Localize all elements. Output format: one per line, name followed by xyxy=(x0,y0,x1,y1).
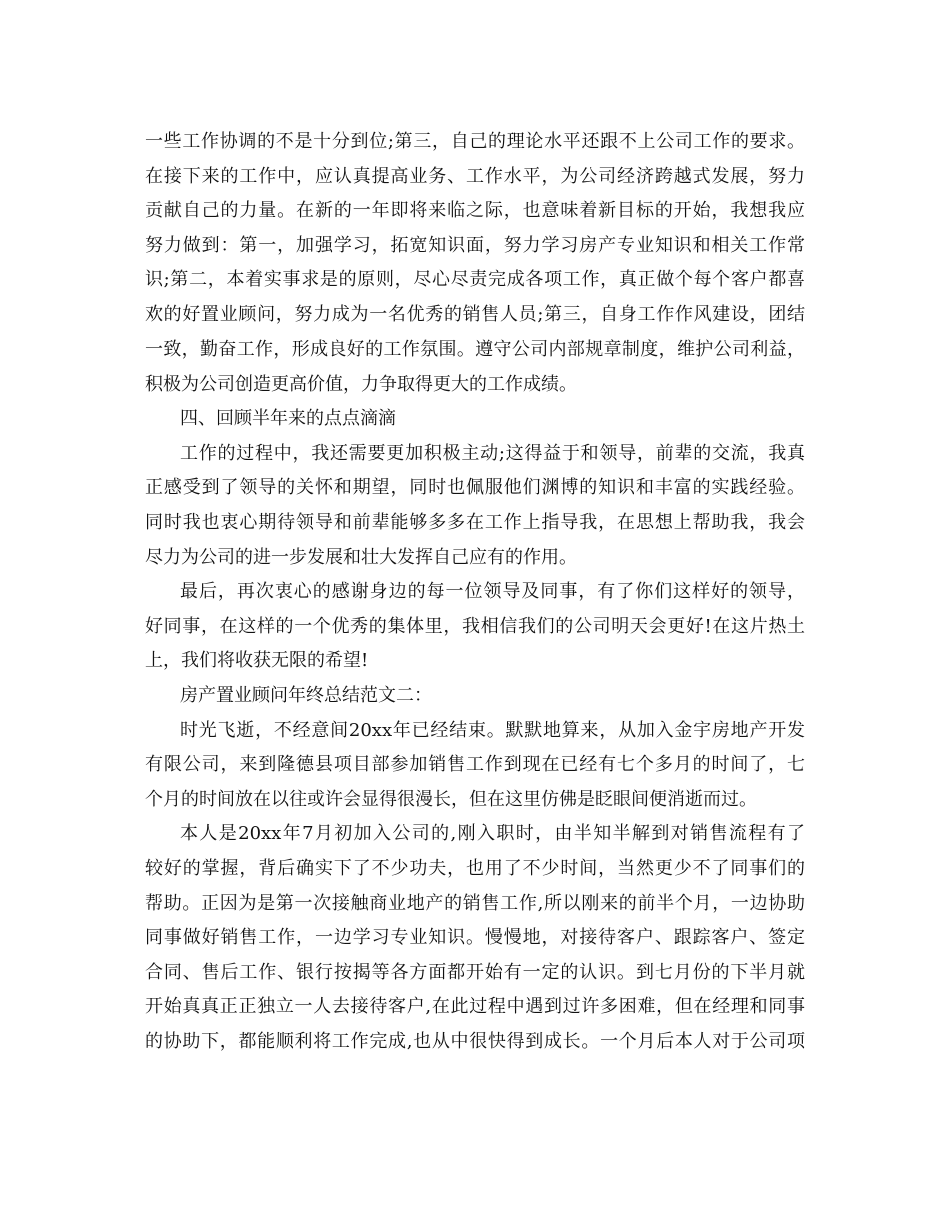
text-line: 帮助。正因为是第一次接触商业地产的销售工作,所以刚来的前半个月，一边协助 xyxy=(145,893,805,914)
text-line: 一致，勤奋工作，形成良好的工作氛围。遵守公司内部规章制度，维护公司利益， xyxy=(145,339,805,360)
text-line: 识;第二，本着实事求是的原则，尽心尽责完成各项工作，真正做个每个客户都喜 xyxy=(145,269,805,290)
text-line: 上，我们将收获无限的希望! xyxy=(145,650,369,671)
text-line: 最后，再次衷心的感谢身边的每一位领导及同事，有了你们这样好的领导， xyxy=(180,581,805,602)
section-heading: 四、回顾半年来的点点滴滴 xyxy=(180,408,396,429)
section-heading: 房产置业顾问年终总结范文二： xyxy=(180,685,432,706)
text-line: 个月的时间放在以往或许会显得很漫长，但在这里仿佛是眨眼间便消逝而过。 xyxy=(145,789,757,810)
text-line: 的协助下，都能顺利将工作完成,也从中很快得到成长。一个月后本人对于公司项 xyxy=(145,1031,805,1052)
text-line: 同时我也衷心期待领导和前辈能够多多在工作上指导我，在思想上帮助我，我会 xyxy=(145,512,805,533)
text-line: 工作的过程中，我还需要更加积极主动;这得益于和领导，前辈的交流，我真 xyxy=(180,443,805,464)
text-line: 时光飞逝，不经意间20xx年已经结束。默默地算来，从加入金宇房地产开发 xyxy=(180,720,805,741)
text-line: 好同事，在这样的一个优秀的集体里，我相信我们的公司明天会更好!在这片热土 xyxy=(145,616,805,637)
text-line: 较好的掌握，背后确实下了不少功夫，也用了不少时间，当然更少不了同事们的 xyxy=(145,858,805,879)
text-line: 积极为公司创造更高价值，力争取得更大的工作成绩。 xyxy=(145,374,577,395)
text-line: 有限公司，来到隆德县项目部参加销售工作到现在已经有七个多月的时间了，七 xyxy=(145,754,805,775)
text-line: 开始真真正正独立一人去接待客户,在此过程中遇到过许多困难，但在经理和同事 xyxy=(145,996,805,1017)
text-line: 贡献自己的力量。在新的一年即将来临之际，也意味着新目标的开始，我想我应 xyxy=(145,200,805,221)
text-line: 努力做到：第一，加强学习，拓宽知识面，努力学习房产专业知识和相关工作常 xyxy=(145,235,805,256)
text-line: 同事做好销售工作，一边学习专业知识。慢慢地，对接待客户、跟踪客户、签定 xyxy=(145,927,805,948)
text-line: 本人是20xx年7月初加入公司的,刚入职时，由半知半解到对销售流程有了 xyxy=(180,823,805,844)
text-line: 合同、售后工作、银行按揭等各方面都开始有一定的认识。到七月份的下半月就 xyxy=(145,962,805,983)
text-line: 尽力为公司的进一步发展和壮大发挥自己应有的作用。 xyxy=(145,547,577,568)
text-line: 在接下来的工作中，应认真提高业务、工作水平，为公司经济跨越式发展，努力 xyxy=(145,166,805,187)
text-line: 一些工作协调的不是十分到位;第三，自己的理论水平还跟不上公司工作的要求。 xyxy=(145,131,805,152)
text-line: 正感受到了领导的关怀和期望，同时也佩服他们渊博的知识和丰富的实践经验。 xyxy=(145,477,805,498)
text-line: 欢的好置业顾问，努力成为一名优秀的销售人员;第三，自身工作作风建设，团结 xyxy=(145,304,805,325)
